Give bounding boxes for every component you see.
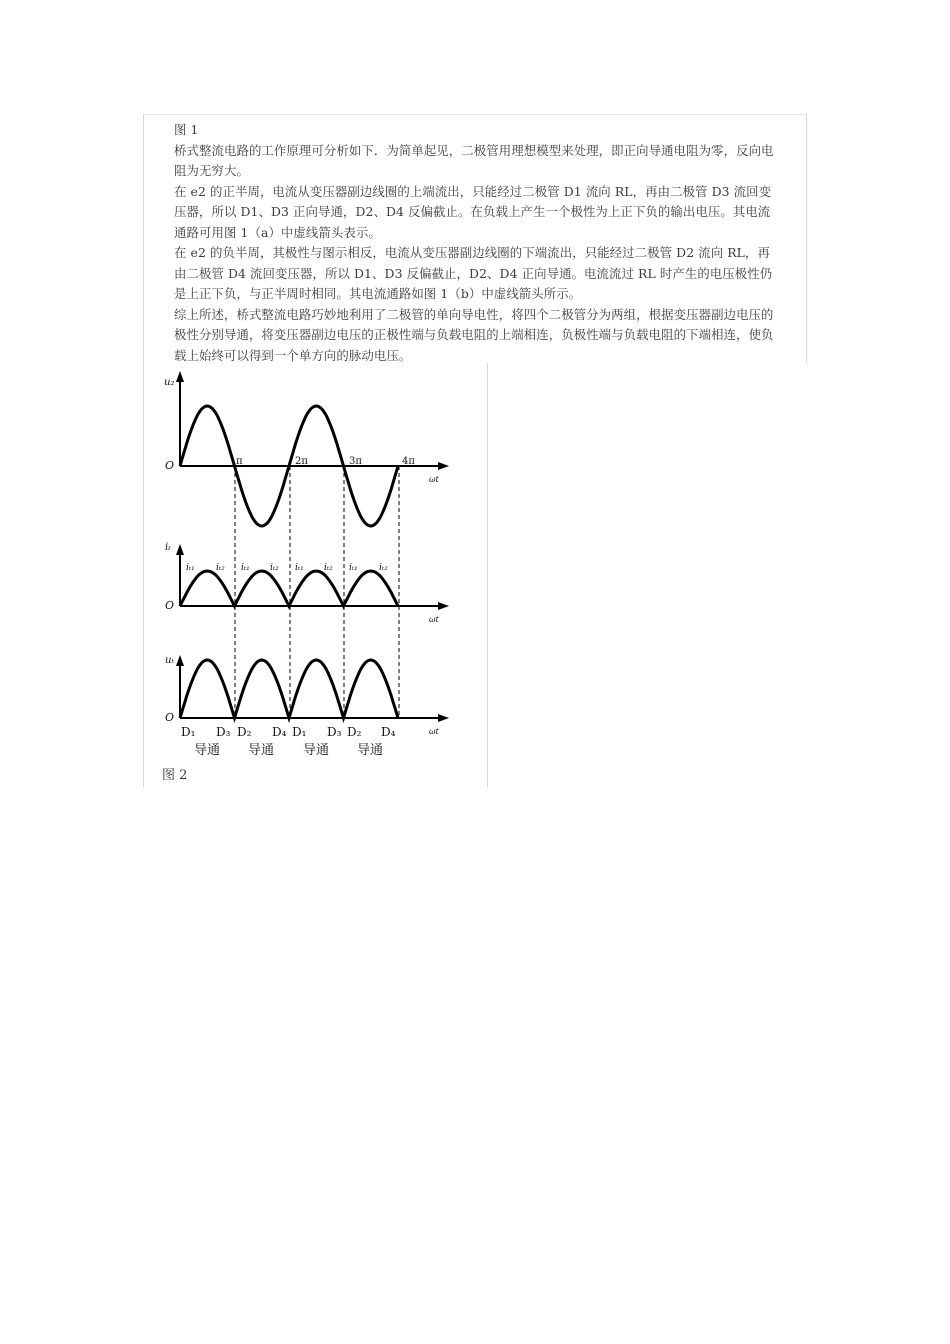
current-label: iₜ₁ [349,563,358,573]
mid-x-arrow [438,602,449,610]
conduct-labels [194,743,383,758]
current-label: iₜ₂ [270,563,279,573]
figure-1-label: 图 1 [174,122,199,137]
dashed-guides [235,466,399,718]
conduct-label: 导通 [194,743,221,758]
tick-2pi-label: 2π [295,456,308,467]
bot-x-arrow [438,714,449,722]
tick-pi-label: π [236,456,243,467]
mid-x-label: ωt [429,615,439,624]
current-labels [186,563,388,573]
bot-x-label: ωt [429,727,439,736]
diode-label: D₄ [381,725,396,739]
figure-2-box [143,363,488,787]
text-section [143,114,807,363]
conduct-label: 导通 [248,743,275,758]
top-x-label: ωt [429,475,439,484]
paragraph-positive-half: 在 e2 的正半周，电流从变压器副边线圈的上端流出，只能经过二极管 D1 流向 RL，再由二极管 D3 流回变压器，所以 D1、D3 正向导通，D2、D4 反偏截止。在负载上产生一个极性为上正下负的输出电压。其电流通路可用图 1（a）中虚线箭头表示。 [174,183,772,240]
current-label: iₜ₁ [186,563,195,573]
diode-label: D₁ [181,725,196,739]
diode-label: D₄ [272,725,287,739]
diode-label: D₃ [216,725,231,739]
rectifier-waveform-diagram [144,363,489,758]
conduct-label: 导通 [303,743,330,758]
paragraph-summary: 综上所述，桥式整流电路巧妙地利用了二极管的单向导电性，将四个二极管分为两组，根据变压器副边电压的极性分别导通，将变压器副边电压的正极性端与负载电阻的上端相连，负极性端与负载电阻的下端相连，使负载上始终可以得到一个单方向的脉动电压。 [174,306,774,363]
current-label: iₜ₂ [379,563,388,573]
top-origin-label: O [165,459,175,472]
current-label: iₜ₁ [295,563,304,573]
bot-origin-label: O [165,711,175,724]
diode-label: D₂ [347,725,362,739]
top-x-arrow [438,462,449,470]
paragraph-intro: 桥式整流电路的工作原理可分析如下．为简单起见，二极管用理想模型来处理，即正向导通电阻为零，反向电阻为无穷大。 [174,142,774,178]
mid-rectified-curve [180,571,398,606]
tick-4pi-label: 4π [402,456,415,467]
diode-label: D₂ [237,725,252,739]
mid-origin-label: O [165,599,175,612]
figure-2-caption: 图 2 [162,768,188,783]
bot-y-arrow [176,655,184,666]
current-label: iₜ₂ [216,563,225,573]
paragraph-negative-half: 在 e2 的负半周，其极性与图示相反，电流从变压器副边线圈的下端流出，只能经过二极管 D2 流向 RL，再由二极管 D4 流回变压器，所以 D1、D3 反偏截止，D2、D4 正向导通。电流流过 RL 时产生的电压极性仍是上正下负，与正半周时相同。其电流通路如图 1（b）中虚线箭头所示。 [174,245,773,301]
tick-3pi-label: 3π [349,456,362,467]
top-y-label: u₂ [164,377,175,388]
mid-y-label: iₜ [165,542,171,553]
current-label: iₜ₁ [241,563,250,573]
bot-rectified-curve [180,660,398,718]
top-y-arrow [176,371,184,382]
current-label: iₜ₂ [324,563,333,573]
bot-y-label: uₜ [165,655,174,666]
diode-label: D₁ [292,725,307,739]
diode-label: D₃ [327,725,342,739]
diode-labels [181,725,396,739]
conduct-label: 导通 [357,743,384,758]
mid-y-arrow [176,544,184,555]
